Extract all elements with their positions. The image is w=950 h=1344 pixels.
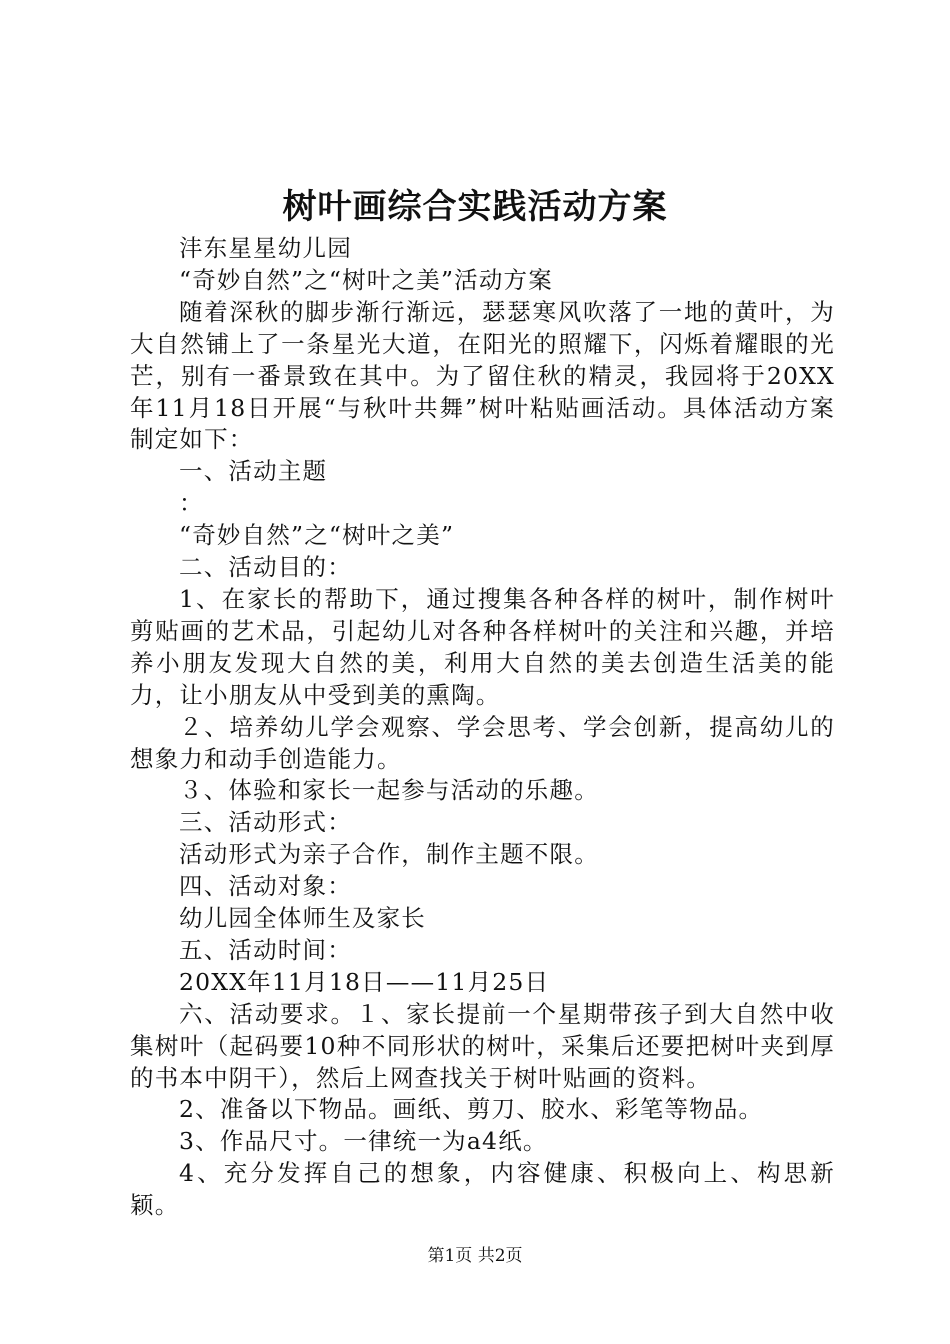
heading-activity-time: 五、活动时间：: [179, 935, 352, 964]
paragraph-school-name: 沣东星星幼儿园: [179, 234, 352, 262]
page-number-footer: 第1页 共2页: [427, 1246, 523, 1266]
document-title: 树叶画综合实践活动方案: [282, 187, 668, 227]
paragraph-requirement-3: 3、作品尺寸。一律统一为a4纸。: [179, 1127, 548, 1156]
paragraph-requirement-2: 2、准备以下物品。画纸、剪刀、胶水、彩笔等物品。: [179, 1095, 764, 1124]
heading-activity-audience: 四、活动对象：: [179, 872, 352, 901]
paragraph-plan-subtitle: “奇妙自然”之“树叶之美”活动方案: [179, 265, 553, 294]
paragraph-purpose-3: ３、体验和家长一起参与活动的乐趣。: [179, 776, 599, 805]
document-body: [130, 233, 835, 1222]
paragraph-theme: “奇妙自然”之“树叶之美”: [179, 521, 455, 550]
paragraph-requirement-4: 4、充分发挥自己的想象，内容健康、积极向上、构思新颖。: [130, 1159, 835, 1220]
paragraph-colon: ：: [179, 489, 204, 518]
paragraph-intro: 随着深秋的脚步渐行渐远，瑟瑟寒风吹落了一地的黄叶，为大自然铺上了一条星光大道，在阳光的照耀下，闪烁着耀眼的光芒，别有一番景致在其中。为了留住秋的精灵，我园将于20XX年11月18日开展“与秋叶共舞”树叶粘贴画活动。具体活动方案制定如下：: [130, 297, 835, 454]
paragraph-requirement-1: 六、活动要求。１、家长提前一个星期带孩子到大自然中收集树叶（起码要10种不同形状的树叶，采集后还要把树叶夹到厚的书本中阴干），然后上网查找关于树叶贴画的资料。: [130, 999, 835, 1092]
heading-activity-theme: 一、活动主题: [179, 457, 328, 486]
paragraph-time: 20XX年11月18日——11月25日: [179, 967, 550, 996]
paragraph-form: 活动形式为亲子合作，制作主题不限。: [179, 840, 599, 869]
heading-activity-form: 三、活动形式：: [179, 808, 352, 837]
paragraph-purpose-1: 1、在家长的帮助下，通过搜集各种各样的树叶，制作树叶剪贴画的艺术品，引起幼儿对各种各样树叶的关注和兴趣，并培养小朋友发现大自然的美，利用大自然的美去创造生活美的能力，让小朋友从中受到美的熏陶。: [130, 584, 835, 709]
heading-activity-purpose: 二、活动目的：: [179, 553, 352, 582]
paragraph-audience: 幼儿园全体师生及家长: [179, 904, 426, 933]
paragraph-purpose-2: ２、培养幼儿学会观察、学会思考、学会创新，提高幼儿的想象力和动手创造能力。: [130, 712, 835, 773]
